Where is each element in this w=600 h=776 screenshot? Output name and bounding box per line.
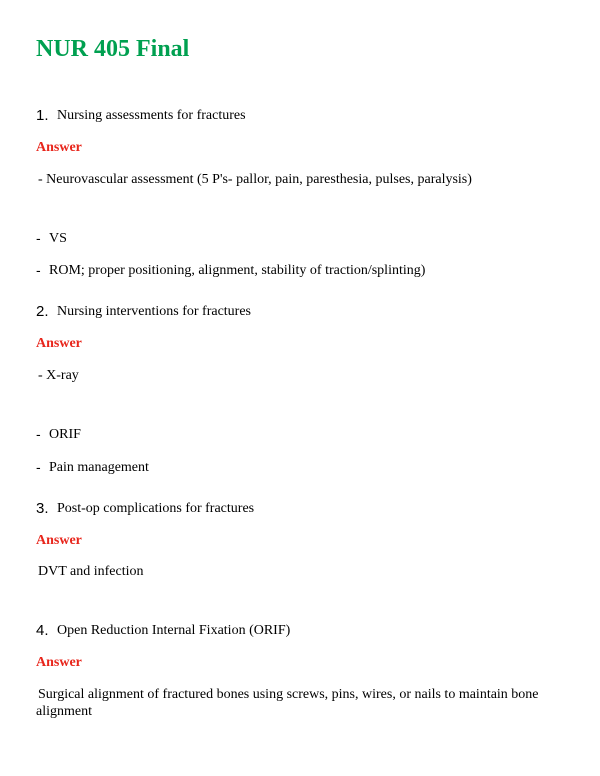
answer-label: Answer (36, 533, 82, 548)
answer-label: Answer (36, 655, 82, 670)
answer-line: - Neurovascular assessment (5 P's- pallor, pain, paresthesia, pulses, paralysis) (38, 172, 472, 187)
answer-line: ROM; proper positioning, alignment, stability of traction/splinting) (49, 263, 426, 278)
bullet-dash: - (36, 230, 41, 246)
answer-line: ORIF (49, 427, 81, 442)
bullet-dash: - (36, 459, 41, 475)
question-text: Post-op complications for fractures (57, 501, 255, 516)
answer-line: Surgical alignment of fractured bones using screws, pins, wires, or nails to maintain bone alignment (36, 687, 539, 719)
answer-line: DVT and infection (38, 564, 144, 579)
answer-label: Answer (36, 140, 82, 155)
question-number: 1. (36, 107, 49, 124)
question-text: Nursing assessments for fractures (57, 108, 246, 123)
answer-label: Answer (36, 336, 82, 351)
question-number: 2. (36, 303, 49, 320)
question-number: 3. (36, 500, 49, 517)
bullet-dash: - (36, 262, 41, 278)
answer-line: Pain management (49, 460, 149, 475)
question-text: Nursing interventions for fractures (57, 304, 251, 319)
question-number: 4. (36, 622, 49, 639)
question-text: Open Reduction Internal Fixation (ORIF) (57, 623, 291, 638)
answer-line: VS (49, 231, 67, 246)
bullet-dash: - (36, 426, 41, 442)
page-title: NUR 405 Final (36, 36, 190, 62)
answer-line: - X-ray (38, 368, 79, 383)
